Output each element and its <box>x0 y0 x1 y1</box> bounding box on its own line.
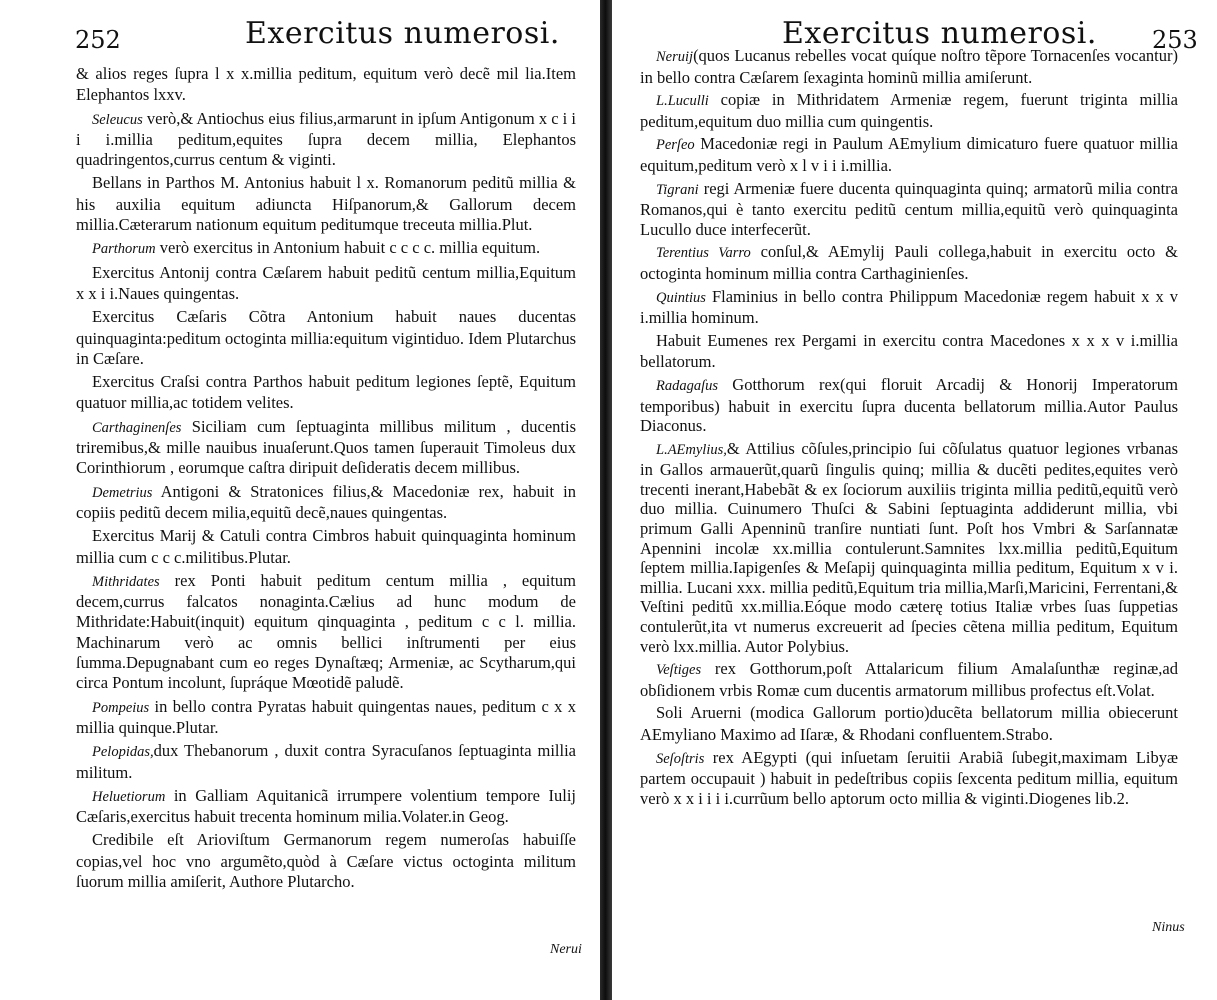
proper-name: Parthorum <box>92 241 156 258</box>
paragraph-text: Soli Aruerni (modica Gallorum portio)ducẽta bellatorum millia obiecerunt AEmyliano Maximo ad Iſaræ, & Rhodani confluentem.Strabo. <box>640 703 1178 744</box>
paragraph-text: & Attilius cõſules,principio ſui cõſulatus quatuor legiones vrbanas in Gallos armauerũt,quarũ ſingulis quinq; millia & ducẽti pedites,equites verò trecenti inerant,Habebãt & ex ſociorum auxiliis triginta millia peditũ,equitũ verò duo millia. Cuinumero Thuſci & Sabini ſeptuaginta addiderunt millia, vbi primum Galli Apenninũ tranſire nuntiati ſunt. Poſt hos Vmbri & Sarſannatæ Apennini incolæ xx.millia contulerunt.Samnites lxx.millia peditũ,Equitum ſeptem millia.Iapigenſes & Meſapij quinquaginta millia peditum, Equitum x v i. millia. Lucani xxx. millia peditũ,Equitum tria millia,Marſi,Maricini, Ferrentani,& Veſtini peditũ xx.millia.Eóque modo cæterę totius Italiæ vrbes ſuas ſuppetias contulerũt,ita vt numerus excreuerit ad ſpecies cẽtena millia peditum, Equitum verò lxx.millia. Autor Polybius. <box>640 438 1178 656</box>
left-page-body <box>76 64 576 895</box>
paragraph-text: Antigoni & Stratonices filius,& Macedoniæ rex, habuit in copiis peditũ decem milia,equitũ decẽ,naues quingentas. <box>76 481 576 522</box>
left-running-head: Exercitus numerosi. <box>245 16 560 51</box>
proper-name: Heluetiorum <box>92 788 166 805</box>
paragraph <box>76 830 576 892</box>
paragraph <box>76 109 576 171</box>
right-page-number: 253 <box>1152 26 1198 54</box>
proper-name: Pompeius <box>92 699 150 716</box>
paragraph-text: regi Armeniæ fuere ducenta quinquaginta quinq; armatorũ milia contra Romanos,qui è tanto exercitu peditũ centum millia,equitũ verò quinquaginta Lucullo duce interfecerũt. <box>640 178 1178 239</box>
proper-name: Neruij <box>656 49 694 65</box>
paragraph-text: verò exercitus in Antonium habuit c c c c. millia equitum. <box>159 238 541 258</box>
paragraph <box>640 331 1178 372</box>
right-catchword: Ninus <box>1152 920 1185 935</box>
proper-name: L.AEmylius, <box>656 441 727 458</box>
paragraph-text: in bello contra Pyratas habuit quingentas naues, peditum c x x millia quinque.Plutar. <box>76 696 577 737</box>
book-gutter <box>600 0 612 1000</box>
proper-name: Terentius Varro <box>656 245 751 262</box>
paragraph <box>640 439 1178 657</box>
paragraph-text: Siciliam cum ſeptuaginta millibus militum , ducentis triremibus,& mille nauibus inuaſerunt.Quos tamen ſuperauit Timoleus dux Corinthiorum , eorumque caſtra diripuit deſideratis decem millibus. <box>76 416 576 478</box>
right-page <box>612 0 1217 1000</box>
left-catchword: Nerui <box>550 942 582 957</box>
paragraph-text: rex Gotthorum,poſt Attalaricum filium Amalaſunthæ reginæ,ad obſidionem vrbis Romæ cum ducentis armatorum millibus profectus eſt.Volat. <box>640 659 1178 700</box>
paragraph <box>76 571 576 694</box>
proper-name: Perſeo <box>656 137 695 154</box>
proper-name: Mithridates <box>92 573 160 590</box>
left-page <box>0 0 600 1000</box>
paragraph-text: dux Thebanorum , duxit contra Syracuſanos ſeptuaginta millia militum. <box>76 741 576 782</box>
paragraph <box>76 173 576 235</box>
paragraph-text: Gotthorum rex(qui floruit Arcadij & Honorij Imperatorum temporibus) habuit in exercitu ſupra ducenta bellatorum millia.Autor Paulus Diaconus. <box>640 374 1179 436</box>
left-page-number: 252 <box>75 26 121 54</box>
paragraph-text: verò,& Antiochus eius filius,armarunt in ipſum Antigonum x c i i i i.millia peditum,equites ſupra decem millia, Elephantos quadringentos,currus centum & viginti. <box>76 108 576 170</box>
paragraph <box>640 375 1178 436</box>
paragraph-text: (quos Lucanus rebelles vocat quíque noſtro tẽpore Tornacenſes vocantur) in bello contra Cæſarem ſexaginta hominũ millia amiſerunt. <box>640 46 1178 87</box>
paragraph <box>640 242 1178 283</box>
paragraph <box>640 659 1178 700</box>
proper-name: L.Luculli <box>656 93 709 110</box>
paragraph <box>76 786 576 828</box>
paragraph <box>76 741 576 783</box>
paragraph-text: Exercitus Antonij contra Cæſarem habuit peditũ centum millia,Equitum x x i i.Naues quingentas. <box>76 262 576 303</box>
proper-name: Radagaſus <box>656 377 719 394</box>
paragraph-text: & alios reges ſupra l x x.millia peditum, equitum verò decẽ mil lia.Item Elephantos lxxv. <box>76 64 576 105</box>
right-page-body <box>640 46 1178 811</box>
paragraph <box>76 417 576 479</box>
paragraph <box>76 372 576 414</box>
paragraph-text: Habuit Eumenes rex Pergami in exercitu contra Macedones x x x v i.millia bellatorum. <box>640 330 1178 372</box>
proper-name: Seleucus <box>92 111 143 128</box>
paragraph <box>640 46 1178 87</box>
paragraph <box>640 748 1178 809</box>
paragraph <box>76 64 576 106</box>
paragraph <box>76 263 576 305</box>
paragraph-text: Macedoniæ regi in Paulum AEmylium dimicaturo fuere quatuor millia equitum,peditum verò x l v i i i.millia. <box>640 134 1178 175</box>
paragraph-text: conſul,& AEmylij Pauli collega,habuit in exercitu octo & octoginta hominum millia contra Carthaginienſes. <box>640 242 1178 283</box>
paragraph <box>640 287 1178 328</box>
proper-name: Veſtiges <box>656 662 702 679</box>
proper-name: Quintius <box>656 289 706 306</box>
proper-name: Pelopidas, <box>92 744 154 761</box>
paragraph <box>640 179 1178 240</box>
proper-name: Carthaginenſes <box>92 419 182 436</box>
paragraph-text: Bellans in Parthos M. Antonius habuit l x. Romanorum peditũ millia & his auxilia equitum adiuncta Hiſpanorum,& Gallorum decem millia.Cæterarum nationum equitum peditumque treceuta millia.Plut. <box>76 173 576 235</box>
paragraph-text: Exercitus Marij & Catuli contra Cimbros habuit quinquaginta hominum millia cum c c c.militibus.Plutar. <box>76 526 576 567</box>
paragraph <box>76 238 576 259</box>
proper-name: Tigrani <box>656 181 699 198</box>
paragraph <box>76 482 576 524</box>
paragraph-text: Exercitus Craſsi contra Parthos habuit peditum legiones ſeptẽ, Equitum quatuor millia,ac totidem velites. <box>76 372 576 413</box>
paragraph <box>76 697 576 739</box>
paragraph-text: Credibile eſt Arioviſtum Germanorum regem numeroſas habuiſſe copias,vel hoc vno argumẽto,quòd à Cæſare victus octoginta militum ſuorum millia amiſerit, Authore Plutarcho. <box>76 830 576 891</box>
paragraph-text: rex AEgypti (qui inſuetam ſeruitii Arabiã ſubegit,maximam Libyæ partem occupauit ) habuit in pedeſtribus copiis ſexcenta peditum millia, equitum verò x x i i i i.currũum bello aptorum octo millia & viginti.Diogenes lib.2. <box>640 747 1178 808</box>
paragraph-text: in Galliam Aquitanicã irrumpere volentium tempore Iulij Cæſaris,exercitus habuit trecenta hominum milia.Volater.in Geog. <box>76 785 576 827</box>
proper-name: Seſoſtris <box>656 750 705 767</box>
paragraph-text: copiæ in Mithridatem Armeniæ regem, fuerunt triginta millia peditum,equitum duo millia cum quingentis. <box>640 90 1178 131</box>
paragraph <box>640 90 1178 131</box>
paragraph <box>76 526 576 568</box>
paragraph <box>76 307 576 369</box>
right-running-head: Exercitus numerosi. <box>782 16 1097 51</box>
proper-name: Demetrius <box>92 484 153 501</box>
paragraph-text: Exercitus Cæſaris Cõtra Antonium habuit naues ducentas quinquaginta:peditum octoginta millia:equitum vigintiduo. Idem Plutarchus in Cæſare. <box>76 307 576 368</box>
paragraph-text: Flaminius in bello contra Philippum Macedoniæ regem habuit x x v i.millia hominum. <box>640 286 1179 328</box>
paragraph <box>640 703 1178 744</box>
paragraph-text: rex Ponti habuit peditum centum millia , equitum decem,currus falcatos nonaginta.Cælius ad hunc modum de Mithridate:Habuit(inquit) equitum qinquaginta , peditum c c l. millia. Machinarum verò ac omnis bellici inſtrumenti per eius ſumma.Depugnabant cum eo reges Dynaſtæq; Armeniæ, ac Scytharum,qui circa Pontum incolunt, ſupráque Mœotidẽ paludẽ. <box>76 570 576 693</box>
paragraph <box>640 134 1178 175</box>
